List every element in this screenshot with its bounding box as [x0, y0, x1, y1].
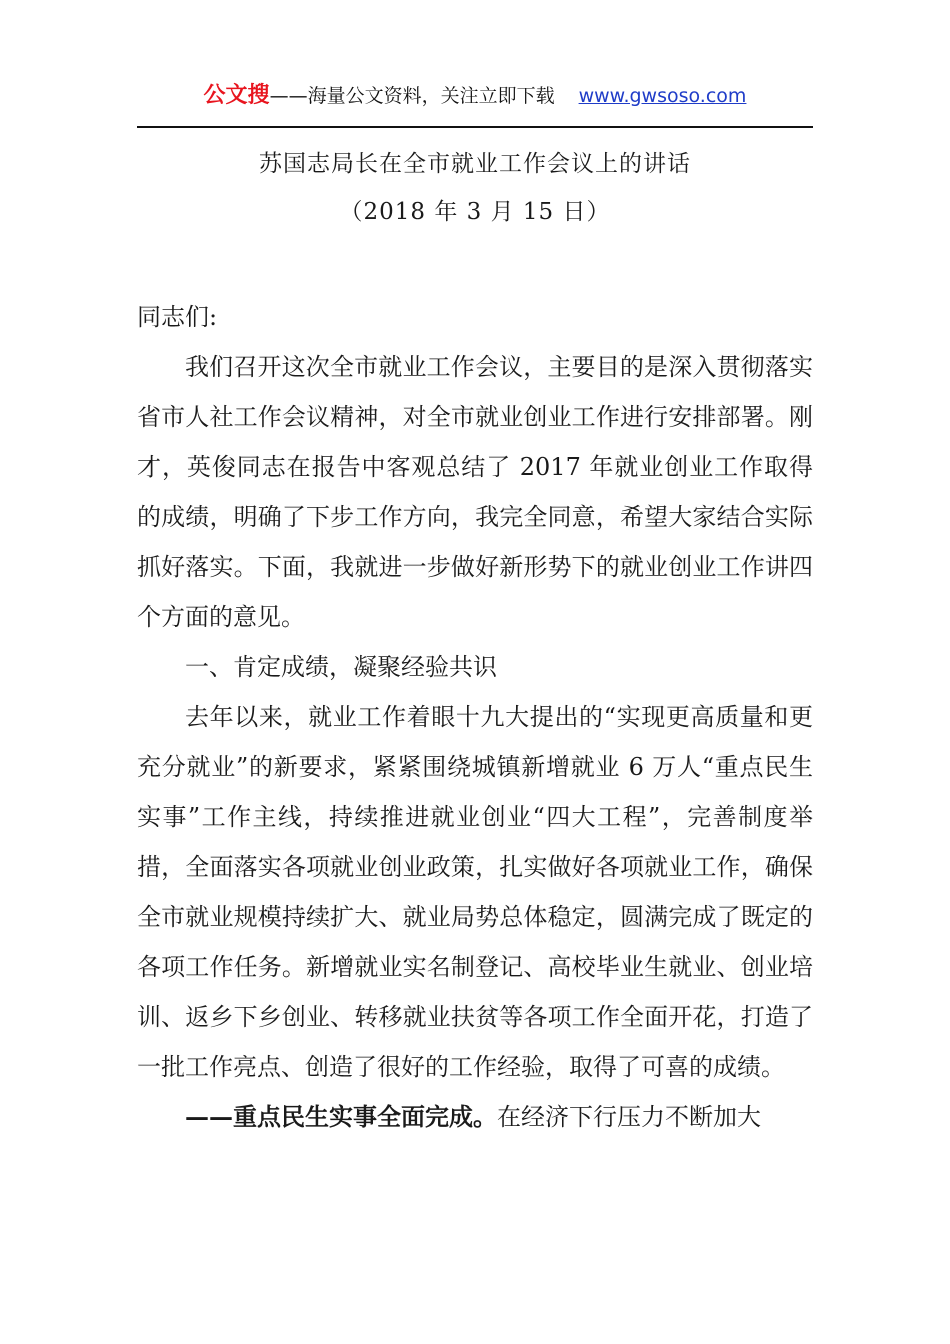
paragraph-text: 在经济下行压力不断加大: [497, 1103, 761, 1131]
header-divider: [137, 126, 813, 128]
section-heading: 一、肯定成绩，凝聚经验共识: [185, 653, 497, 681]
subsection-heading: ——重点民生实事全面完成。: [185, 1102, 497, 1131]
document-date: （2018 年 3 月 15 日）: [339, 199, 611, 225]
document-body: [137, 292, 813, 1142]
body-paragraph: 我们召开这次全市就业工作会议，主要目的是深入贯彻落实省市人社工作会议精神，对全市就业创业工作进行安排部署。刚才，英俊同志在报告中客观总结了 2017 年就业创业工作取得的成绩，明确了下步工作方向，我完全同意，希望大家结合实际抓好落实。下面，我就进一步做好新形势下的就业创业工作讲四个方面的意见。: [137, 353, 813, 631]
body-paragraph: 去年以来，就业工作着眼十九大提出的“实现更高质量和更充分就业”的新要求，紧紧围绕城镇新增就业 6 万人“重点民生实事”工作主线，持续推进就业创业“四大工程”，完善制度举措，全面落实各项就业创业政策，扎实做好各项就业工作，确保全市就业规模持续扩大、就业局势总体稳定，圆满完成了既定的各项工作任务。新增就业实名制登记、高校毕业生就业、创业培训、返乡下乡创业、转移就业扶贫等各项工作全面开花，打造了一批工作亮点、创造了很好的工作经验，取得了可喜的成绩。: [137, 703, 813, 1081]
document-title: 苏国志局长在全市就业工作会议上的讲话: [259, 151, 691, 177]
brand-logo: 公文搜: [203, 83, 270, 108]
body-paragraph: [137, 1092, 813, 1142]
salutation: 同志们:: [137, 303, 218, 331]
site-link[interactable]: www.gwsoso.com: [578, 85, 747, 107]
page-header: [0, 78, 950, 114]
header-tagline: ——海量公文资料，关注立即下载: [269, 85, 555, 107]
